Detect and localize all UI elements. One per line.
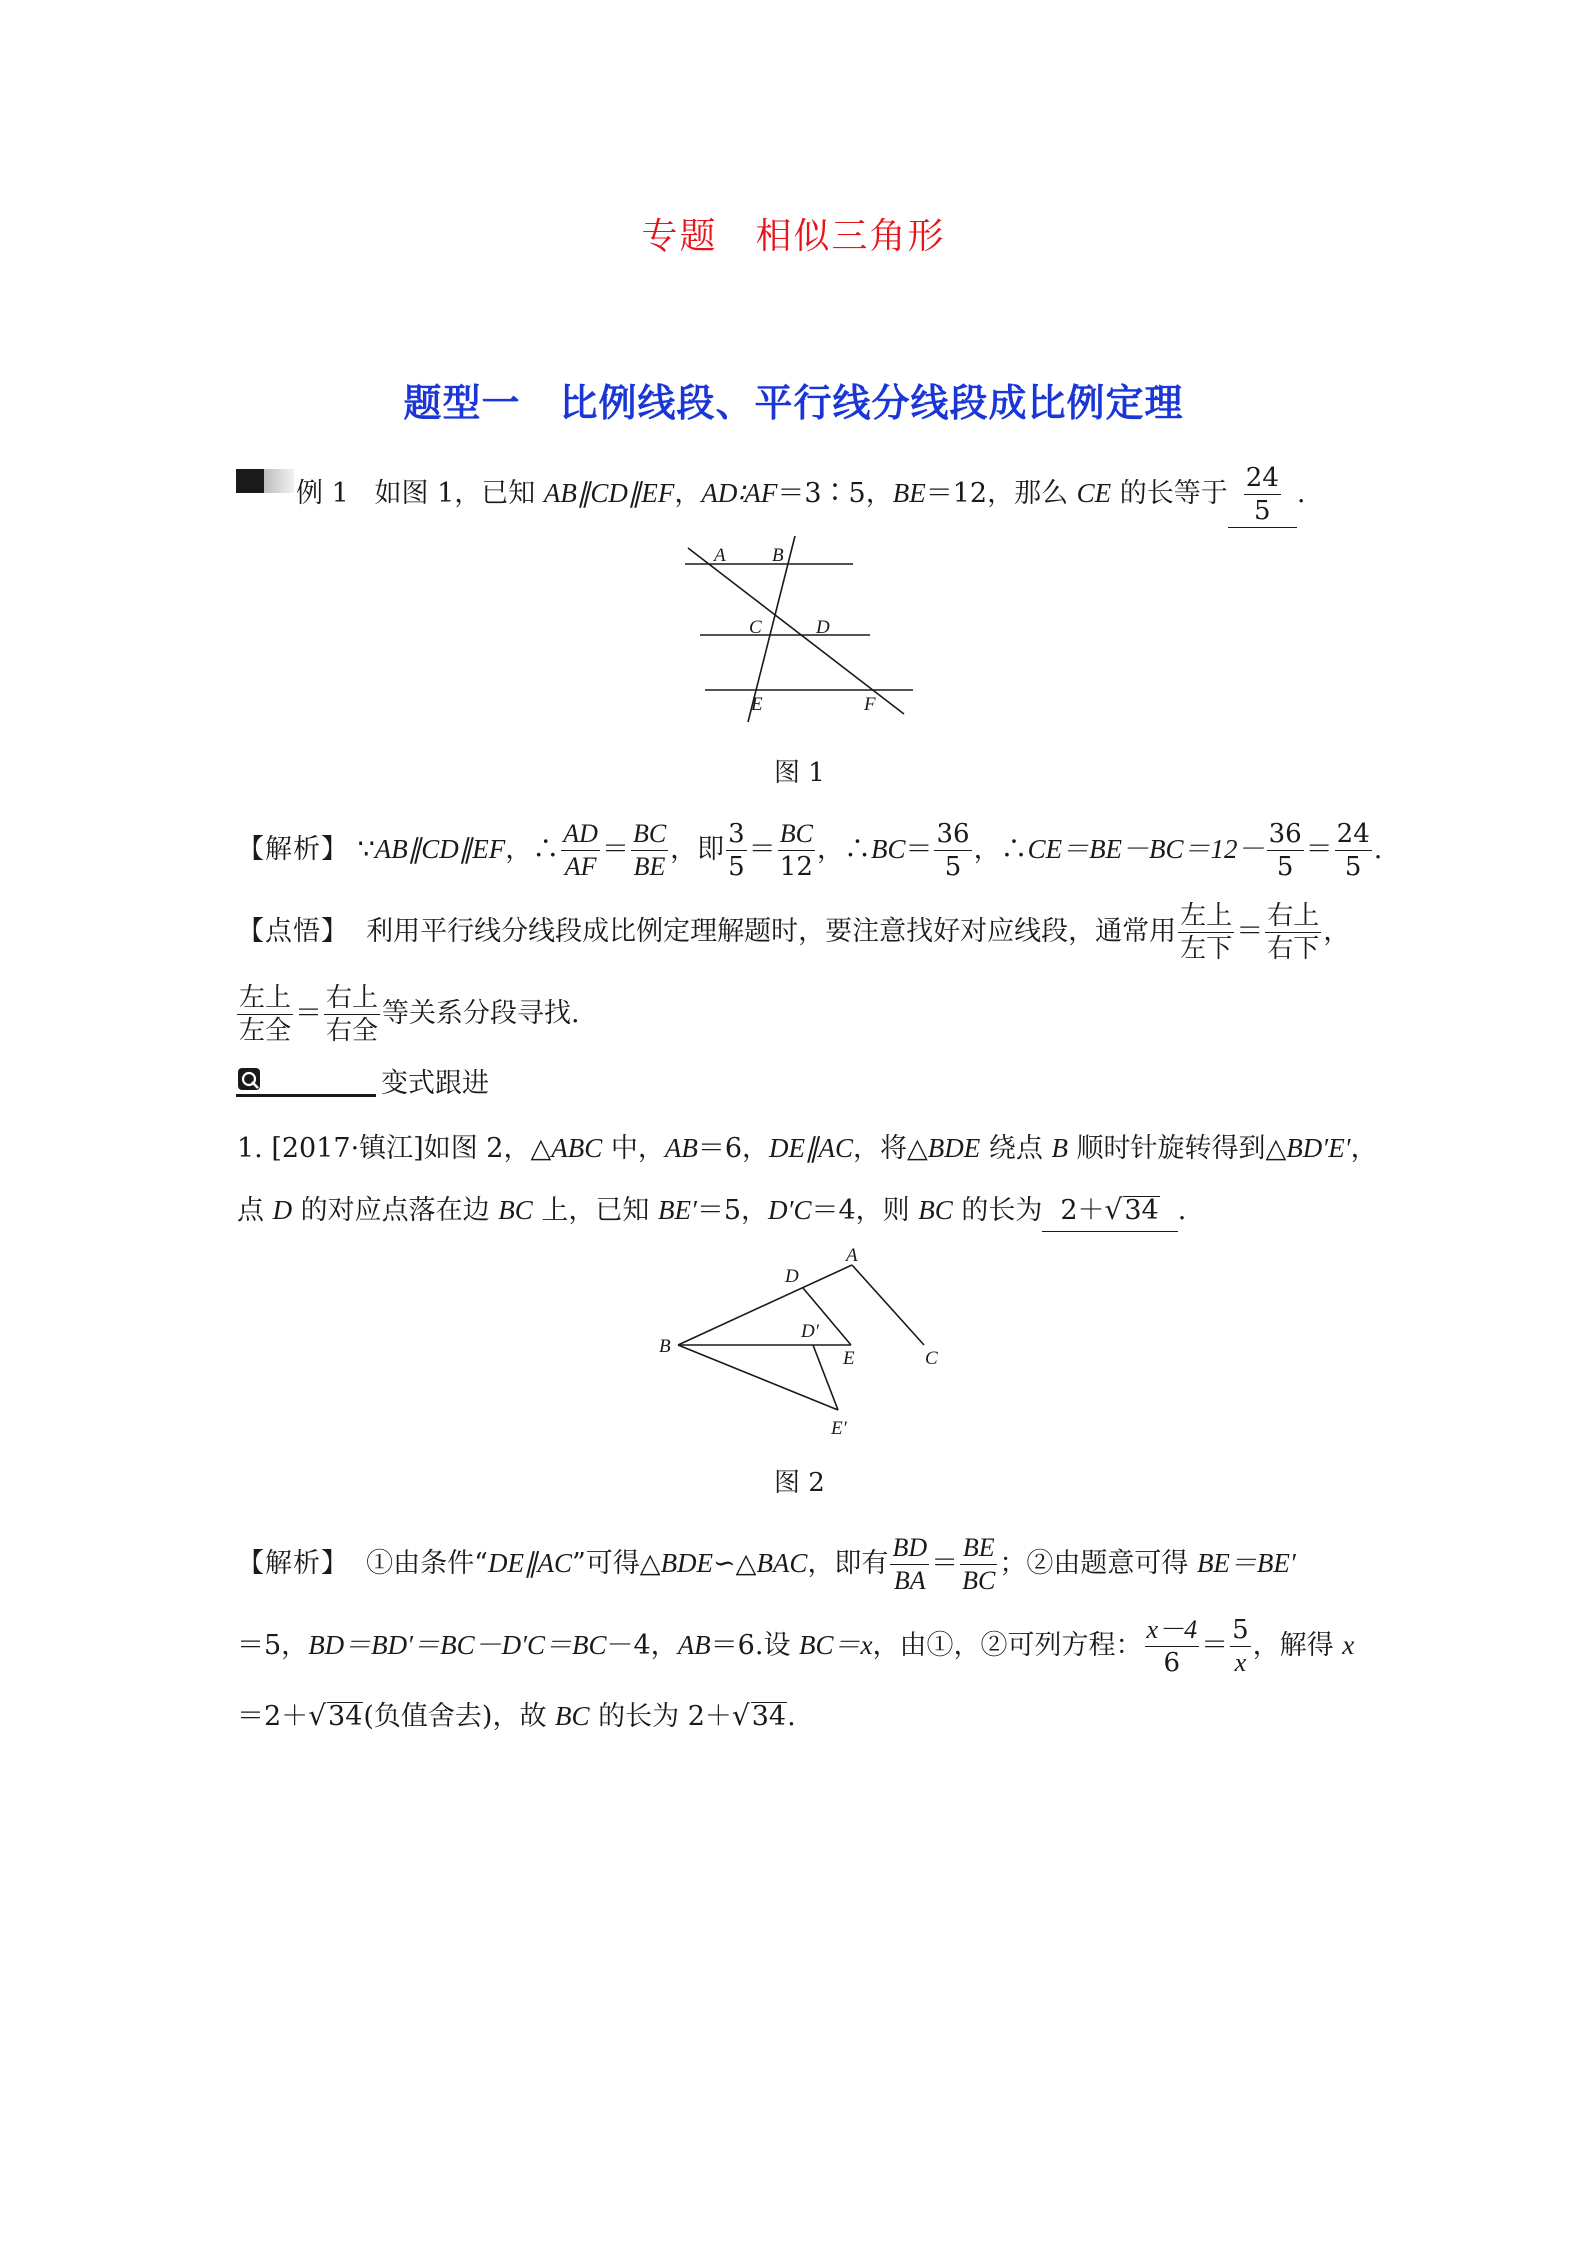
fraction-bc-12: [778, 818, 815, 883]
s2-be-eq: BE＝BE′: [1196, 1548, 1296, 1578]
example1-condition: AB∥CD∥EF: [543, 478, 675, 508]
frac-den: 左全: [239, 1016, 292, 1046]
frac-den: 6: [1163, 1648, 1181, 1678]
s2-text: ①由条件“: [366, 1548, 488, 1579]
s2-x: x: [1342, 1630, 1355, 1660]
period: .: [787, 1701, 796, 1732]
sqrt-icon: √: [308, 1699, 327, 1732]
p1-abc: ABC: [551, 1133, 603, 1163]
p1-bde: BDE: [927, 1133, 981, 1163]
fraction-youshang-youquan: [324, 982, 380, 1047]
problem1-line-2: [237, 1190, 1186, 1232]
problem1-line-1: [237, 1128, 1378, 1169]
label-a: A: [846, 1248, 858, 1266]
frac-num: BD: [890, 1532, 929, 1565]
s2-text: ；②由题意可得: [999, 1548, 1197, 1579]
s2-ab: AB: [677, 1630, 711, 1660]
segment-d2e2: [813, 1345, 838, 1410]
frac-num: 36: [936, 819, 970, 849]
example1-be: BE: [892, 478, 926, 508]
p1-bc2: BC: [918, 1195, 953, 1225]
label-e: E: [751, 694, 763, 715]
p1-deac: DE∥AC: [769, 1133, 854, 1163]
frac-num: 24: [1336, 819, 1370, 849]
frac-num: BC: [631, 818, 668, 851]
problem1-answer: [1042, 1190, 1177, 1232]
label-b: B: [772, 545, 784, 566]
radicand: 34: [328, 1701, 363, 1732]
frac-num: 右上: [1267, 901, 1320, 931]
answer-denominator: 5: [1254, 496, 1271, 526]
p1-text: 中，: [602, 1133, 665, 1164]
solution1-condition: AB∥CD∥EF: [374, 834, 506, 864]
example1-comma: ，: [674, 478, 702, 509]
frac-num: 36: [1268, 819, 1302, 849]
frac-den: 5: [1344, 852, 1362, 882]
fraction-ad-af: [561, 818, 600, 883]
p1-be2: BE′: [657, 1195, 697, 1225]
fraction-36-5: [934, 818, 971, 883]
fraction-youshang-youxia: [1265, 900, 1321, 965]
section-title: 题型一 比例线段、平行线分线段成比例定理: [403, 380, 1184, 425]
s2-text: ＝6.设: [710, 1630, 800, 1661]
segment-be2: [678, 1345, 838, 1410]
frac-den: BC: [962, 1566, 996, 1595]
s2-text: 的长为 2＋: [589, 1701, 732, 1732]
therefore-1: ，∴: [505, 834, 560, 865]
segment-ba: [678, 1265, 852, 1345]
frac-den: 右全: [326, 1016, 379, 1046]
comma: ，: [1323, 916, 1351, 947]
p1-text: 绕点: [980, 1133, 1052, 1164]
variant-label: 变式跟进: [381, 1068, 489, 1099]
frac-den: 左下: [1180, 934, 1233, 964]
s2-text: －4，: [606, 1630, 678, 1661]
insight-line-1: [237, 900, 1350, 965]
frac-num: 3: [728, 819, 745, 849]
label-d-prime: D′: [801, 1321, 819, 1342]
example1-answer: [1228, 462, 1297, 528]
equals: ＝: [931, 1548, 959, 1579]
page-title: 专题 相似三角形: [641, 216, 946, 257]
frac-den: 5: [728, 852, 745, 882]
solution1-tag: 【解析】: [237, 834, 349, 865]
frac-den: 12: [779, 852, 813, 882]
therefore-2: ，∴: [816, 834, 871, 865]
therefore-3: ，∴: [973, 834, 1028, 865]
sqrt-icon: √: [1104, 1193, 1123, 1226]
p1-text: ，: [1350, 1133, 1378, 1164]
example1-text-e: 的长等于: [1111, 478, 1228, 509]
fraction-zuoshang-zuoquan: [237, 982, 293, 1047]
segment-ac: [852, 1265, 924, 1345]
p1-text: 的长为: [952, 1195, 1043, 1226]
s2-text: ”可得△: [571, 1548, 661, 1579]
example1-ratio-value: ＝3∶5，: [777, 478, 893, 509]
p1-text: 上，已知: [532, 1195, 658, 1226]
s2-bc-x: BC＝x: [799, 1630, 873, 1660]
example1-period: .: [1296, 478, 1306, 509]
equals: ＝: [748, 834, 776, 865]
s2-bac: BAC: [756, 1548, 808, 1578]
label-d: D: [816, 617, 830, 638]
p1-text: ＝4，则: [811, 1195, 919, 1226]
fraction-36-5b: [1267, 818, 1304, 883]
fraction-3-5: [726, 818, 747, 883]
frac-num: 左上: [239, 983, 292, 1013]
fraction-x4-6: [1145, 1614, 1200, 1679]
s2-text: (负值舍去)，故: [363, 1701, 556, 1732]
fraction-bd-ba: [890, 1532, 929, 1597]
example-marker-icon: [236, 469, 298, 495]
frac-num: x－4: [1145, 1614, 1200, 1647]
because-symbol: ∵: [357, 834, 375, 865]
label-f: F: [864, 694, 876, 715]
p1-ab: AB: [664, 1133, 698, 1163]
frac-den: 右下: [1267, 934, 1320, 964]
p1-text: ，将△: [853, 1133, 928, 1164]
answer-radicand: 34: [1124, 1195, 1159, 1226]
frac-den: 5: [944, 852, 962, 882]
s2-text: ＝5，: [237, 1630, 309, 1661]
s2-cond: DE∥AC: [487, 1548, 572, 1578]
figure2-caption: 图 2: [774, 1468, 825, 1498]
ji-text: ，即: [670, 834, 725, 865]
solution1-line: [237, 818, 1382, 883]
p1-dc: D′C: [768, 1195, 812, 1225]
bc: BC: [870, 834, 906, 864]
s2-bde: BDE: [660, 1548, 714, 1578]
answer-numerator: 24: [1245, 463, 1279, 493]
fraction-be-bc: [960, 1532, 997, 1597]
p1-text: ＝5，: [696, 1195, 769, 1226]
label-e-prime: E′: [831, 1418, 847, 1439]
p1-text: 1. [2017·镇江]如图 2，△: [237, 1133, 552, 1164]
example1-line: [296, 462, 1305, 528]
fraction-24-5: [1335, 818, 1372, 883]
frac-num: 右上: [326, 983, 379, 1013]
frac-num: BE: [960, 1532, 997, 1565]
fraction-zuoshang-zuoxia: [1178, 900, 1234, 965]
s2-text: ，由①，②可列方程：: [872, 1630, 1143, 1661]
figure1-caption: 图 1: [774, 758, 825, 788]
insight-text: 利用平行线分线段成比例定理解题时，要注意找好对应线段，通常用: [366, 916, 1177, 947]
frac-den: AF: [564, 852, 597, 881]
label-c: C: [749, 617, 762, 638]
frac-den: 5: [1276, 852, 1294, 882]
frac-den: BA: [893, 1566, 926, 1595]
p1-bc: BC: [498, 1195, 533, 1225]
solution2-line-2: [237, 1614, 1354, 1679]
frac-num: BC: [778, 818, 815, 851]
example1-ce: CE: [1076, 478, 1112, 508]
frac-num: 5: [1232, 1615, 1249, 1645]
example1-text-d: ＝12，那么: [925, 478, 1077, 509]
insight-tail: 等关系分段寻找.: [382, 998, 580, 1029]
s2-bc: BC: [555, 1701, 590, 1731]
p1-d: D: [272, 1195, 293, 1225]
solution2-tag: 【解析】: [237, 1548, 349, 1579]
p1-text: 的对应点落在边: [292, 1195, 499, 1226]
p1-text: 点: [237, 1195, 273, 1226]
frac-den: BE: [633, 852, 666, 881]
p1-text: ＝6，: [697, 1133, 770, 1164]
frac-den: x: [1234, 1648, 1247, 1677]
p1-bde2: BD′E′: [1286, 1133, 1351, 1163]
label-d: D: [785, 1266, 799, 1287]
equals: ＝: [1236, 916, 1264, 947]
sqrt-icon: √: [731, 1699, 750, 1732]
equals: ＝: [905, 834, 933, 865]
figure2-diagram: [655, 1248, 955, 1448]
similar-symbol: ∽△: [713, 1548, 757, 1579]
s2-text: ，即有: [807, 1548, 889, 1579]
p1-text: 顺时针旋转得到△: [1067, 1133, 1287, 1164]
transversal-af: [688, 548, 904, 714]
figure1-diagram: [670, 528, 920, 728]
equals: ＝: [295, 998, 323, 1029]
p1-b: B: [1051, 1133, 1068, 1163]
frac-num: AD: [561, 818, 600, 851]
solution2-line-1: [237, 1532, 1296, 1597]
s2-text: ＝2＋: [237, 1701, 309, 1732]
variant-marker-icon: [236, 1066, 264, 1094]
period: .: [1373, 834, 1383, 865]
ce-expression: CE＝BE－BC＝12－: [1027, 834, 1265, 864]
variant-underline: [236, 1094, 376, 1097]
equals: ＝: [1305, 834, 1333, 865]
s2-text: ，解得: [1252, 1630, 1343, 1661]
equals: ＝: [1201, 1630, 1229, 1661]
label-a: A: [714, 545, 726, 566]
fraction-bc-be: [631, 818, 668, 883]
insight-line-2: [237, 982, 580, 1047]
frac-num: 左上: [1180, 901, 1233, 931]
label-b: B: [659, 1336, 671, 1357]
solution2-line-3: [237, 1696, 796, 1737]
answer-prefix: 2＋: [1060, 1195, 1105, 1226]
example1-label: 例 1: [296, 478, 349, 509]
equals: ＝: [601, 834, 629, 865]
example1-text: 如图 1，已知: [374, 478, 544, 509]
label-c: C: [925, 1348, 938, 1369]
label-e: E: [843, 1348, 855, 1369]
insight-tag: 【点悟】: [237, 916, 349, 947]
period: .: [1177, 1195, 1187, 1226]
radicand: 34: [751, 1701, 787, 1732]
s2-bd-eq: BD＝BD′＝BC－D′C＝BC: [308, 1630, 607, 1660]
example1-ratio: AD∶AF: [701, 478, 778, 508]
fraction-5-x: [1230, 1614, 1251, 1679]
